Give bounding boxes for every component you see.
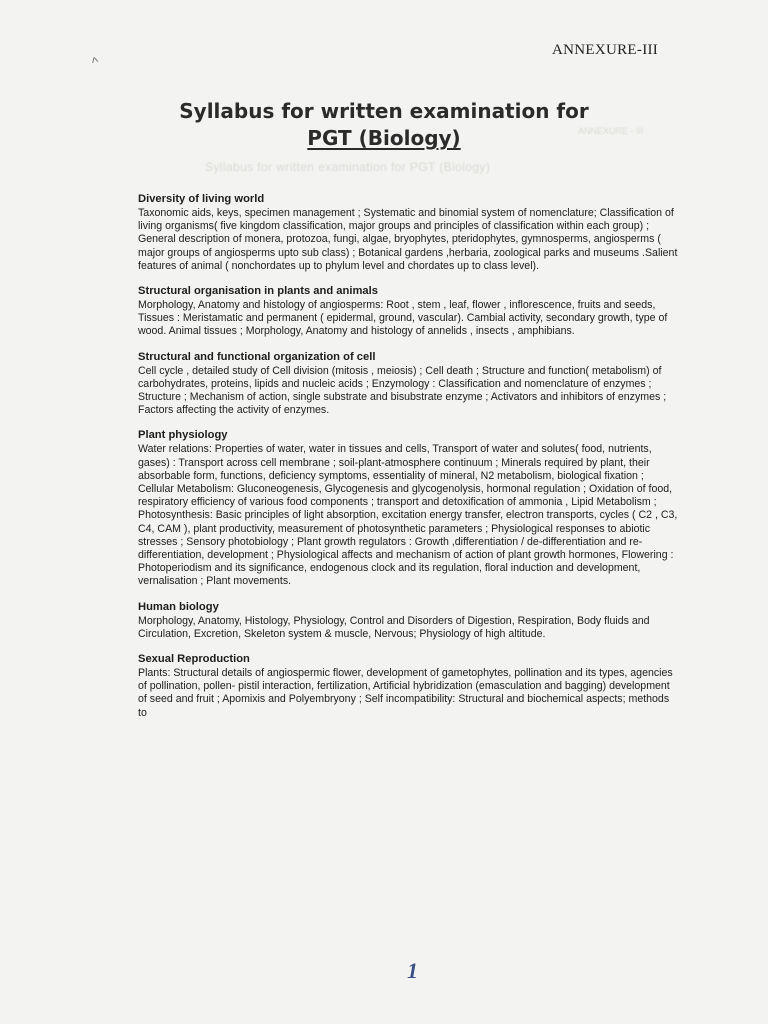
- title-line-1: Syllabus for written examination for: [179, 99, 589, 123]
- section-heading: Human biology: [138, 600, 219, 613]
- section-structural-organisation: [138, 284, 678, 339]
- title-line-2: PGT (Biology): [307, 126, 461, 150]
- section-plant-physiology: [138, 428, 678, 588]
- section-diversity: [138, 192, 678, 273]
- bleed-through-annexure: ANNEXURE - III: [578, 126, 644, 136]
- bleed-through-title: Syllabus for written examination for PGT (Biology): [205, 160, 491, 174]
- page-number: 1: [407, 958, 418, 983]
- section-sexual-reproduction: [138, 652, 678, 720]
- section-body: Morphology, Anatomy, Histology, Physiology, Control and Disorders of Digestion, Respiration, Body fluids and Circulation, Excretion, Skeleton system & muscle, Nervous; Physiology of high altitude.: [138, 614, 650, 640]
- section-body: Water relations: Properties of water, water in tissues and cells, Transport of water and solutes( food, nutrients, gases) : Transport across cell membrane ; soil-plant-atmosphere continuum ; Minerals required by plant, their absorbable form, functions, deficiency symptoms, essentiality of mineral, N2 metabolism, biological fixation ; Cellular Metabolism: Gluconeogenesis, Glycogenesis and glycogenolysis, hormonal regulation ; Oxidation of food, respiratory efficiency of various food components ; transport and detoxification of ammonia , Lipid Metabolism ; Photosynthesis: Basic principles of light absorption, excitation energy transfer, electron transports, cycles ( C2 , C3, C4, CAM ), plant productivity, measurement of photosynthetic parameters ; Physiological responses to abiotic stresses ; Sensory photobiology ; Plant growth regulators : Growth ,differentiation / de-differentiation and re-differentiation, development ; Physiological affects and mechanism of action of plant growth hormones, Flowering : Photoperiodism and its significance, endogenous clock and its regulation, floral induction and development, vernalisation ; Plant movements.: [138, 443, 678, 588]
- annexure-label: ANNEXURE-III: [552, 42, 659, 58]
- section-heading: Diversity of living world: [138, 193, 265, 205]
- section-body: Morphology, Anatomy and histology of angiosperms: Root , stem , leaf, flower , inflorescence, fruits and seeds, Tissues : Meristamatic and permanent ( epidermal, ground, vascular). Cambial activity, secondary growth, type of wood. Animal tissues ; Morphology, Anatomy and histology of annelids , insects , amphibians.: [138, 299, 668, 338]
- section-heading: Structural and functional organization of cell: [138, 350, 376, 363]
- page-title: [0, 98, 768, 152]
- section-heading: Structural organisation in plants and animals: [138, 285, 378, 298]
- section-heading: Plant physiology: [138, 429, 228, 442]
- section-heading: Sexual Reproduction: [138, 653, 250, 666]
- section-body: Cell cycle , detailed study of Cell division (mitosis , meiosis) ; Cell death ; Structure and function( metabolism) of carbohydrates, proteins, lipids and nucleic acids ; Enzymology : Classification and nomenclature of enzymes ; Structure ; Mechanism of action, single substrate and bisubstrate enzyme ; Activators and inhibitors of enzymes ; Factors affecting the activity of enzymes.: [138, 364, 667, 417]
- section-cell: [138, 350, 678, 418]
- section-body: Taxonomic aids, keys, specimen management ; Systematic and binomial system of nomenclature; Classification of living organisms( five kingdom classification, major groups and principles of classification within each group) ; General description of monera, protozoa, fungi, algae, bryophytes, pteridophytes, gymnosperms, angiosperms ( major groups of angiosperms upto sub class) ; Botanical gardens ,herbaria, zoological parks and museums .Salient features of animal ( nonchordates up to phylum level and chordates up to class level).: [138, 207, 678, 272]
- section-human-biology: [138, 600, 678, 641]
- syllabus-content: [138, 192, 678, 731]
- section-body: Plants: Structural details of angiospermic flower, development of gametophytes, pollination and its types, agencies of pollination, pollen- pistil interaction, fertilization, Artificial hybridization (emasculation and bagging) development of seed and fruit ; Apomixis and Polyembryony ; Self incompatibility: Structural and biochemical aspects; methods to: [138, 667, 673, 719]
- scan-mark: ^: [90, 53, 101, 71]
